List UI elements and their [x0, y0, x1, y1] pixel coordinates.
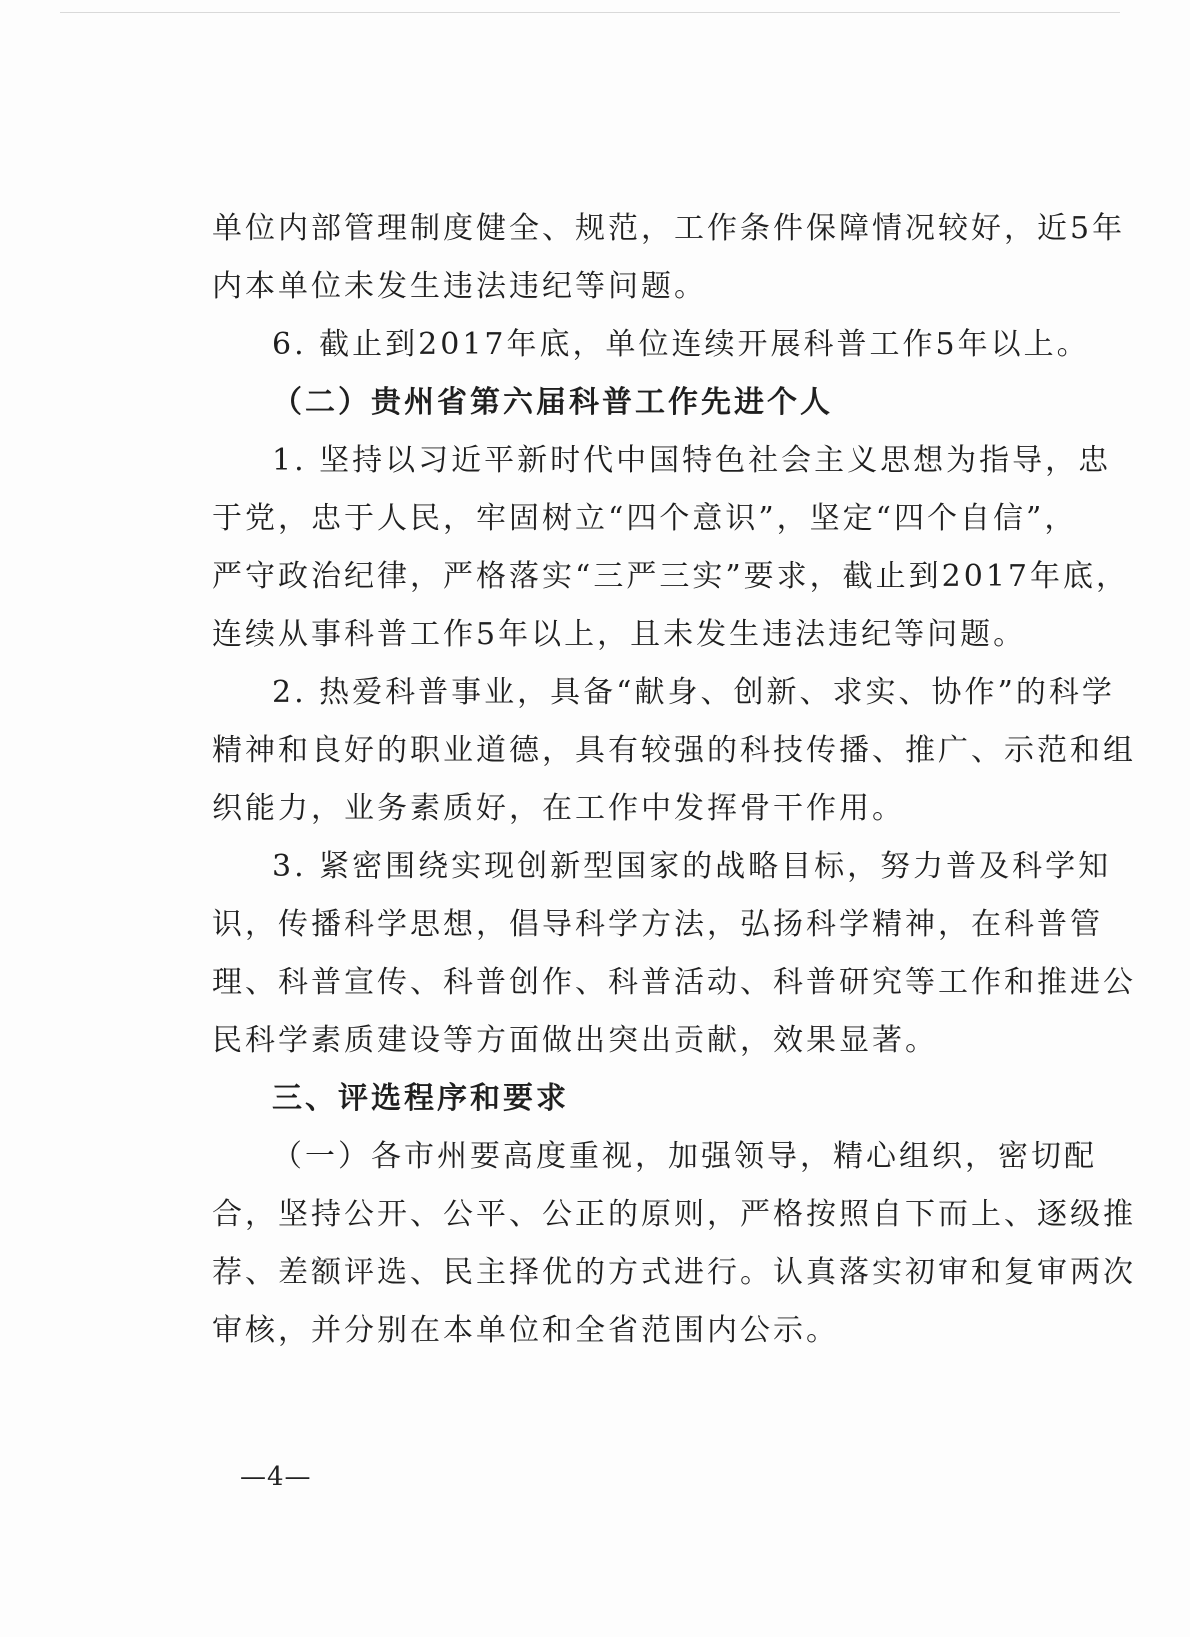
body-line-14: 理、科普宣传、科普创作、科普活动、科普研究等工作和推进公 [212, 965, 1136, 1000]
body-line-8: 连续从事科普工作5年以上，且未发生违法违纪等问题。 [212, 617, 1027, 652]
body-line-3: 6. 截止到2017年底，单位连续开展科普工作5年以上。 [272, 327, 1090, 362]
body-line-11: 织能力，业务素质好，在工作中发挥骨干作用。 [212, 791, 905, 826]
body-line-12: 3. 紧密围绕实现创新型国家的战略目标，努力普及科学知 [272, 849, 1112, 884]
scan-edge [60, 12, 1120, 13]
body-line-13: 识，传播科学思想，倡导科学方法，弘扬科学精神，在科普管 [212, 907, 1103, 942]
body-line-19: 荐、差额评选、民主择优的方式进行。认真落实初审和复审两次 [212, 1255, 1136, 1290]
body-line-2: 内本单位未发生违法违纪等问题。 [212, 269, 707, 304]
body-line-5: 1. 坚持以习近平新时代中国特色社会主义思想为指导，忠 [272, 443, 1112, 478]
body-line-7: 严守政治纪律，严格落实“三严三实”要求，截止到2017年底， [212, 559, 1130, 594]
document-body [212, 200, 1136, 1360]
section-heading-advanced-individuals: （二）贵州省第六届科普工作先进个人 [272, 385, 833, 420]
section-heading-selection-procedure: 三、评选程序和要求 [272, 1081, 569, 1116]
page-number: —4— [240, 1462, 312, 1492]
body-line-15: 民科学素质建设等方面做出突出贡献，效果显著。 [212, 1023, 938, 1058]
body-line-6: 于党，忠于人民，牢固树立“四个意识”，坚定“四个自信”， [212, 501, 1078, 536]
body-line-1: 单位内部管理制度健全、规范，工作条件保障情况较好，近5年 [212, 211, 1126, 246]
body-line-17: （一）各市州要高度重视，加强领导，精心组织，密切配 [272, 1139, 1097, 1174]
body-line-20: 审核，并分别在本单位和全省范围内公示。 [212, 1313, 839, 1348]
body-line-10: 精神和良好的职业道德，具有较强的科技传播、推广、示范和组 [212, 733, 1136, 768]
body-line-18: 合，坚持公开、公平、公正的原则，严格按照自下而上、逐级推 [212, 1197, 1136, 1232]
body-line-9: 2. 热爱科普事业，具备“献身、创新、求实、协作”的科学 [272, 675, 1115, 710]
